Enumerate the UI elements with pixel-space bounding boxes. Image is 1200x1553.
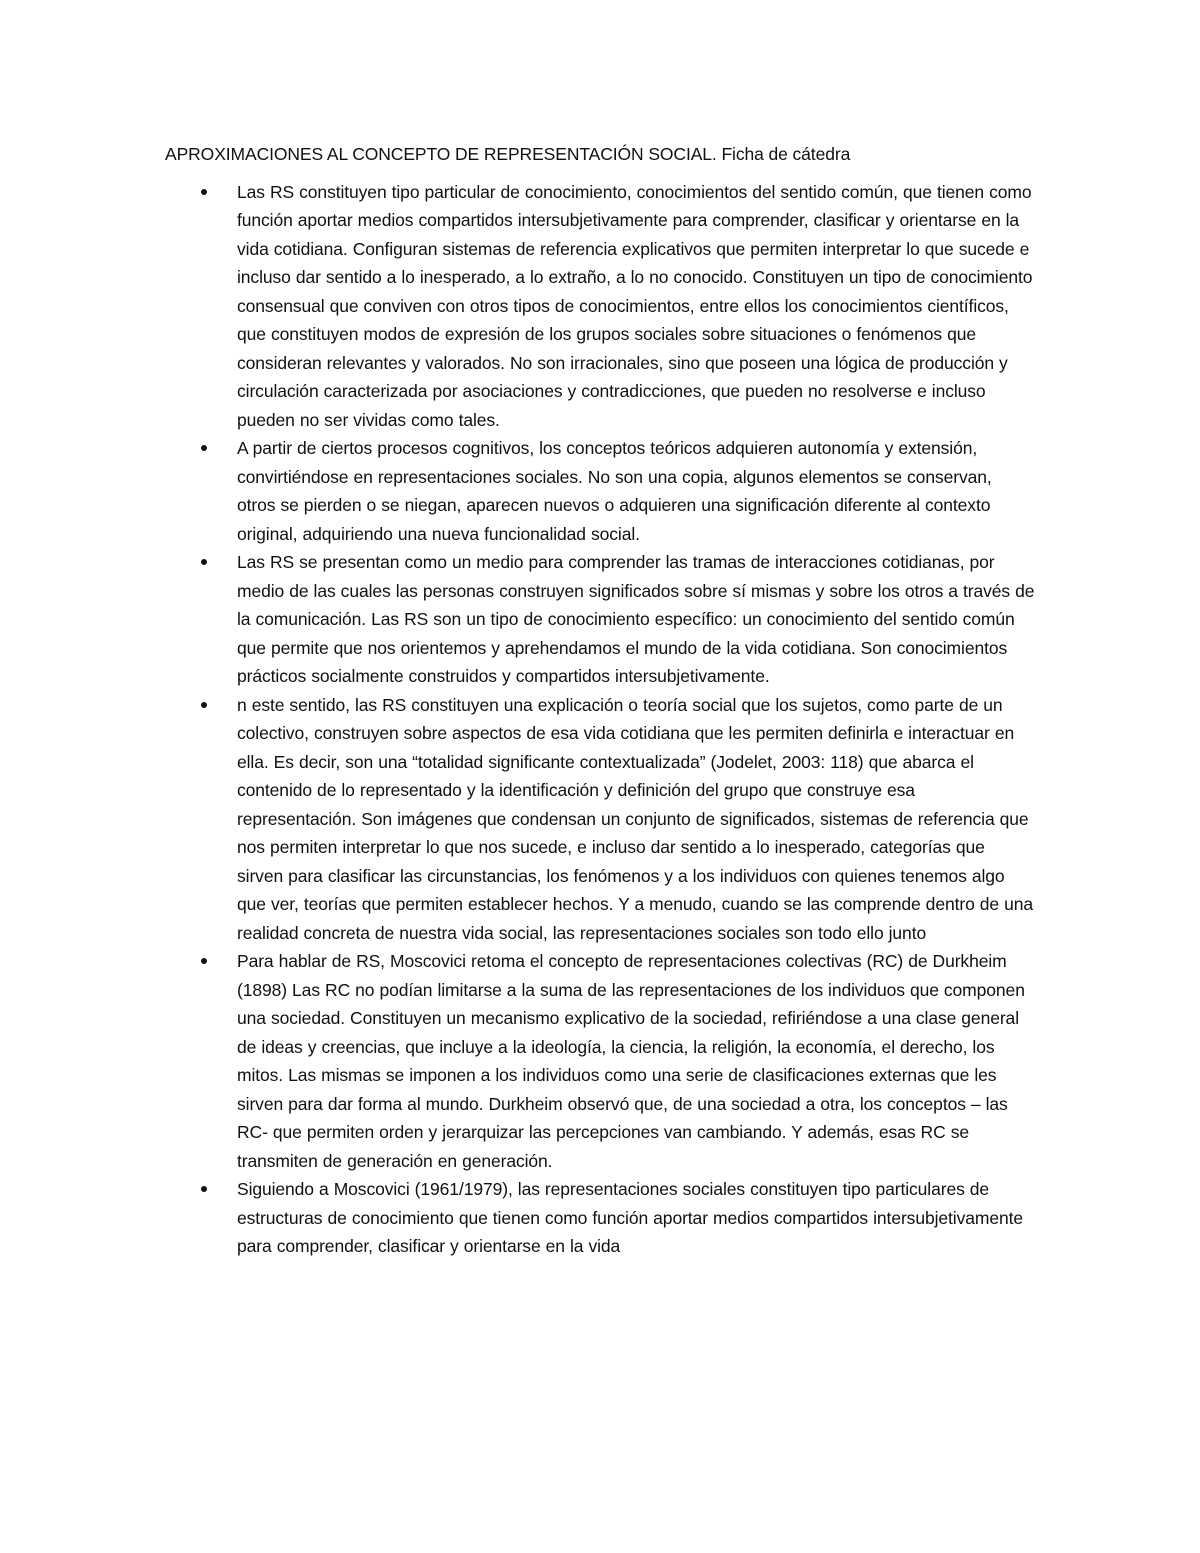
- bullet-dot-icon: [201, 958, 207, 964]
- document-title: APROXIMACIONES AL CONCEPTO DE REPRESENTACIÓN SOCIAL. Ficha de cátedra: [165, 144, 851, 164]
- bullet-dot-icon: [201, 559, 207, 565]
- bullet-dot-icon: [201, 445, 207, 451]
- bullet-text: A partir de ciertos procesos cognitivos, los conceptos teóricos adquieren autonomía y extensión, convirtiéndose en representaciones sociales. No son una copia, algunos elementos se conservan, otros se pierden o se niegan, aparecen nuevos o adquieren una significación diferente al contexto original, adquiriendo una nueva funcionalidad social.: [237, 438, 992, 544]
- bullet-list: [165, 178, 1035, 1261]
- bullet-text: Las RS se presentan como un medio para comprender las tramas de interacciones cotidianas, por medio de las cuales las personas construyen significados sobre sí mismas y sobre los otros a través de la comunicación. Las RS son un tipo de conocimiento específico: un conocimiento del sentido común que permite que nos orientemos y aprehendamos el mundo de la vida cotidiana. Son conocimientos prácticos socialmente construidos y compartidos intersubjetivamente.: [237, 552, 1035, 686]
- bullet-text: Para hablar de RS, Moscovici retoma el concepto de representaciones colectivas (RC) de Durkheim (1898) Las RC no podían limitarse a la suma de las representaciones de los individuos que componen una sociedad. Constituyen un mecanismo explicativo de la sociedad, refiriéndose a una clase general de ideas y creencias, que incluye a la ideología, la ciencia, la religión, la economía, el derecho, los mitos. Las mismas se imponen a los individuos como una serie de clasificaciones externas que les sirven para dar forma al mundo. Durkheim observó que, de una sociedad a otra, los conceptos – las RC- que permiten orden y jerarquizar las percepciones van cambiando. Y además, esas RC se transmiten de generación en generación.: [237, 951, 1025, 1171]
- bullet-item: [165, 1175, 1035, 1261]
- bullet-text: Siguiendo a Moscovici (1961/1979), las representaciones sociales constituyen tipo particulares de estructuras de conocimiento que tienen como función aportar medios compartidos intersubjetivamente para comprender, clasificar y orientarse en la vida: [237, 1179, 1023, 1256]
- bullet-text: n este sentido, las RS constituyen una explicación o teoría social que los sujetos, como parte de un colectivo, construyen sobre aspectos de esa vida cotidiana que les permiten definirla e interactuar en ella. Es decir, son una “totalidad significante contextualizada” (Jodelet, 2003: 118) que abarca el contenido de lo representado y la identificación y definición del grupo que construye esa representación. Son imágenes que condensan un conjunto de significados, sistemas de referencia que nos permiten interpretar lo que nos sucede, e incluso dar sentido a lo inesperado, categorías que sirven para clasificar las circunstancias, los fenómenos y a los individuos con quienes tenemos algo que ver, teorías que permiten establecer hechos. Y a menudo, cuando se las comprende dentro de una realidad concreta de nuestra vida social, las representaciones sociales son todo ello junto: [237, 694, 1033, 943]
- bullet-item: [165, 178, 1035, 435]
- bullet-dot-icon: [201, 189, 207, 195]
- bullet-item: [165, 947, 1035, 1175]
- bullet-text: Las RS constituyen tipo particular de conocimiento, conocimientos del sentido común, que tienen como función aportar medios compartidos intersubjetivamente para comprender, clasificar y orientarse en la vida cotidiana. Configuran sistemas de referencia explicativos que permiten interpretar lo que sucede e incluso dar sentido a lo inesperado, a lo extraño, a lo no conocido. Constituyen un tipo de conocimiento consensual que conviven con otros tipos de conocimientos, entre ellos los conocimientos científicos, que constituyen modos de expresión de los grupos sociales sobre situaciones o fenómenos que consideran relevantes y valorados. No son irracionales, sino que poseen una lógica de producción y circulación caracterizada por asociaciones y contradicciones, que pueden no resolverse e incluso pueden no ser vividas como tales.: [237, 181, 1033, 430]
- document-body: [165, 140, 1035, 1261]
- bullet-dot-icon: [201, 1186, 207, 1192]
- bullet-item: [165, 548, 1035, 691]
- bullet-item: [165, 691, 1035, 948]
- bullet-item: [165, 434, 1035, 548]
- bullet-dot-icon: [201, 702, 207, 708]
